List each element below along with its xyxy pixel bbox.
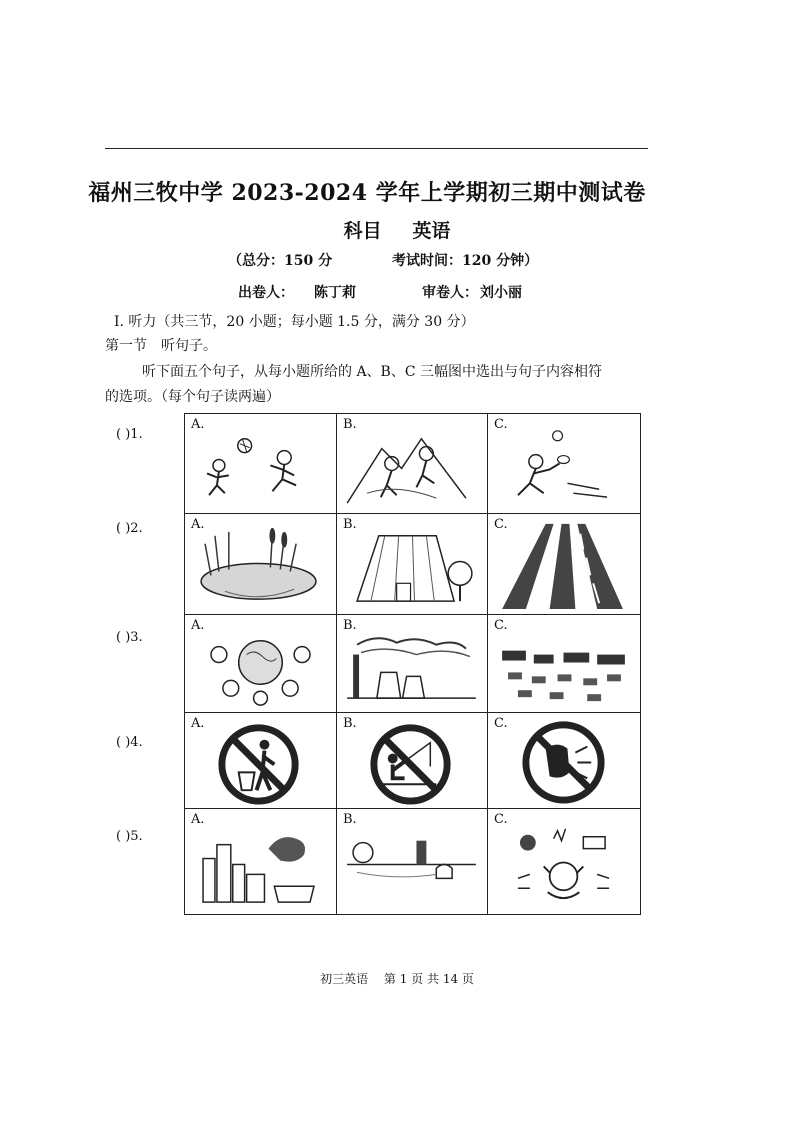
question-5-label: ( )5. [116,829,143,844]
part-heading: 第一节 听句子。 [105,338,217,354]
reviewer-label: 审卷人： [422,285,478,301]
q3-option-b[interactable]: B. [337,615,488,713]
author-label: 出卷人： [238,285,294,301]
no-fishing-icon [337,713,487,808]
q2-option-a[interactable]: A. [185,514,337,615]
author-name: 陈丁莉 [314,285,356,301]
building-icon [337,514,487,614]
exam-title: 福州三牧中学 2023-2024 学年上学期初三期中测试卷 [88,180,646,206]
q2-option-b[interactable]: B. [337,514,488,615]
noise-person-icon [488,809,640,914]
page-footer [0,970,794,987]
q2-option-c[interactable]: C. [488,514,641,615]
instruction-line-1: 听下面五个句子，从每小题所给的 A、B、C 三幅图中选出与句子内容相符 [142,364,603,380]
total-score: （总分：150 分 [228,253,333,269]
q5-option-a[interactable]: A. [185,809,337,915]
question-1-row [185,414,641,514]
footer-subject: 初三英语 [320,972,369,986]
subject-value: 英语 [412,220,451,242]
q1-option-c[interactable]: C. [488,414,641,514]
question-3-label: ( )3. [116,630,143,645]
q5-option-b[interactable]: B. [337,809,488,915]
q1-option-b[interactable]: B. [337,414,488,514]
no-littering-icon [185,713,336,808]
question-2-label: ( )2. [116,521,143,536]
instruction-line-2: 的选项。（每个句子读两遍） [105,389,280,405]
factory-icon [337,615,487,712]
reviewer-name: 刘小丽 [480,285,522,301]
question-4-label: ( )4. [116,735,143,750]
city-garbage-icon [185,809,336,914]
badminton-kids-icon [488,414,640,513]
question-4-row [185,713,641,809]
section-heading: I. 听力（共三节，20 小题；每小题 1.5 分，满分 30 分） [114,314,475,330]
top-divider [105,148,648,149]
mountain-climbing-icon [337,414,487,513]
q4-option-c[interactable]: C. [488,713,641,809]
no-noise-icon [488,713,640,808]
q3-option-a[interactable]: A. [185,615,337,713]
exam-time: 考试时间：120 分钟） [392,253,539,269]
question-1-label: ( )1. [116,427,143,442]
soccer-kids-icon [185,414,336,513]
q5-option-c[interactable]: C. [488,809,641,915]
water-pipe-icon [337,809,487,914]
highway-icon [488,514,640,614]
traffic-jam-icon [488,615,640,712]
q4-option-b[interactable]: B. [337,713,488,809]
footer-page: 第 1 页 共 14 页 [383,972,474,986]
question-5-row [185,809,641,915]
q3-option-c[interactable]: C. [488,615,641,713]
q1-option-a[interactable]: A. [185,414,337,514]
q4-option-a[interactable]: A. [185,713,337,809]
kids-globe-icon [185,615,336,712]
subject-line [0,216,794,243]
picture-grid [184,413,641,915]
question-3-row [185,615,641,713]
question-2-row [185,514,641,615]
subject-label: 科目 [343,220,382,242]
pond-icon [185,514,336,614]
